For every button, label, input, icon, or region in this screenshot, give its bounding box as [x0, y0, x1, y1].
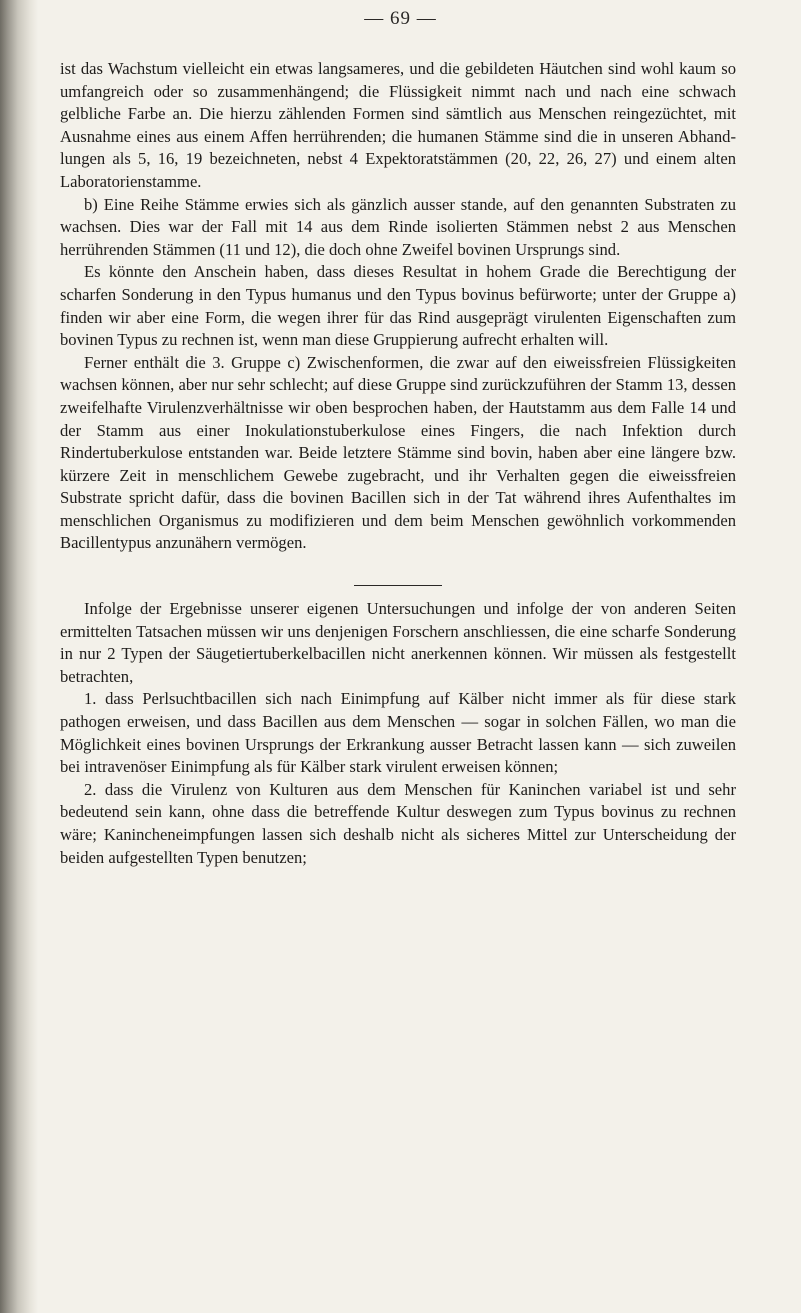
paragraph-group-c: Ferner enthält die 3. Gruppe c) Zwischenformen, die zwar auf den eiweissfreien Flüssigkeiten wachsen können, aber nur sehr schlecht; auf diese Gruppe sind zurückzuführen der Stamm 13, dessen zweifelhafte Virulenzverhältnisse wir oben besprochen haben, der Hautstamm aus dem Falle 14 und der Stamm aus einer Inokulationstuberkulose eines Fingers, die nach Infektion durch Rindertuberkulose entstanden war. Beide letztere Stämme sind bovin, haben aber eine längere bzw. kürzere Zeit in menschlichem Gewebe zugebracht, und ihr Verhalten gegen die eiweissfreien Substrate spricht dafür, dass die bovinen Bacillen sich in der Tat während ihres Aufenthaltes im menschlichen Organismus zu modifizieren und dem beim Menschen gewöhnlich vorkommenden Bacillentypus anzunähern vermögen. — [60, 352, 736, 553]
paragraph-conclusion-intro: Infolge der Ergebnisse unserer eigenen Untersuchungen und infolge der von anderen Seiten ermittelten Tatsachen müssen wir uns denjenigen Forschern anschliessen, die eine scharfe Sonderung in nur 2 Typen der Säugetiertuberkelbacillen nicht anerkennen können. Wir müssen als festgestellt betrachten, — [60, 599, 736, 686]
page-binding-edge — [0, 0, 38, 1313]
page-number: — 69 — — [364, 8, 437, 29]
paragraph-typus-discussion: Es könnte den Anschein haben, dass dieses Resultat in hohem Grade die Berechtigung der scharfen Sonderung in den Typus humanus und den Typus bovinus befürworte; unter der Gruppe a) finden wir aber eine Form, die wegen ihrer für das Rind ausgeprägt virulenten Eigenschaften zum bovinen Typus zu rechnen ist, wenn man diese Gruppierung aufrecht erhalten will. — [60, 262, 736, 350]
list-item-2: 2. dass die Virulenz von Kulturen aus dem Menschen für Kaninchen variabel ist und sehr bedeutend sein kann, ohne dass die betreffende Kultur deswegen zum Typus bovinus zu rechnen wäre; Kanincheneimpfungen lassen sich deshalb nicht als sicheres Mittel zur Unterscheidung der beiden aufgestellten Typen benutzen; — [60, 779, 736, 867]
list-item-1: 1. dass Perlsuchtbacillen sich nach Einimpfung auf Kälber nicht immer als für diese stark pathogen erweisen, und dass Bacillen aus dem Menschen — sogar in solchen Fällen, wo man die Möglichkeit eines bovinen Ursprungs der Erkrankung ausser Betracht lassen kann — sich zuweilen bei intravenöser Einimpfung als für Kälber stark virulent erweisen können; — [60, 689, 736, 777]
document-page — [60, 58, 736, 869]
paragraph-group-b: b) Eine Reihe Stämme erwies sich als gänzlich ausser stande, auf den genannten Substraten zu wachsen. Dies war der Fall mit 14 aus dem Rinde isolierten Stämmen nebst 2 aus Menschen herrührenden Stämmen (11 und 12), die doch ohne Zweifel bovinen Ursprungs sind. — [60, 194, 736, 259]
paragraph-growth-description: ist das Wachstum vielleicht ein etwas langsameres, und die gebildeten Häutchen sind wohl kaum so umfangreich oder so zusammenhängend; die Flüssigkeit nimmt nach und nach eine schwach gelbliche Farbe an. Die hierzu zählenden Formen sind sämtlich aus Menschen reingezüchtet, mit Ausnahme eines aus einem Affen herrührenden; die humanen Stämme sind die in unseren Abhandlungen als 5, 16, 19 bezeichneten, nebst 4 Expektoratstämmen (20, 22, 26, 27) und einem alten Laboratorienstamme. — [60, 59, 736, 191]
section-divider — [354, 585, 442, 586]
